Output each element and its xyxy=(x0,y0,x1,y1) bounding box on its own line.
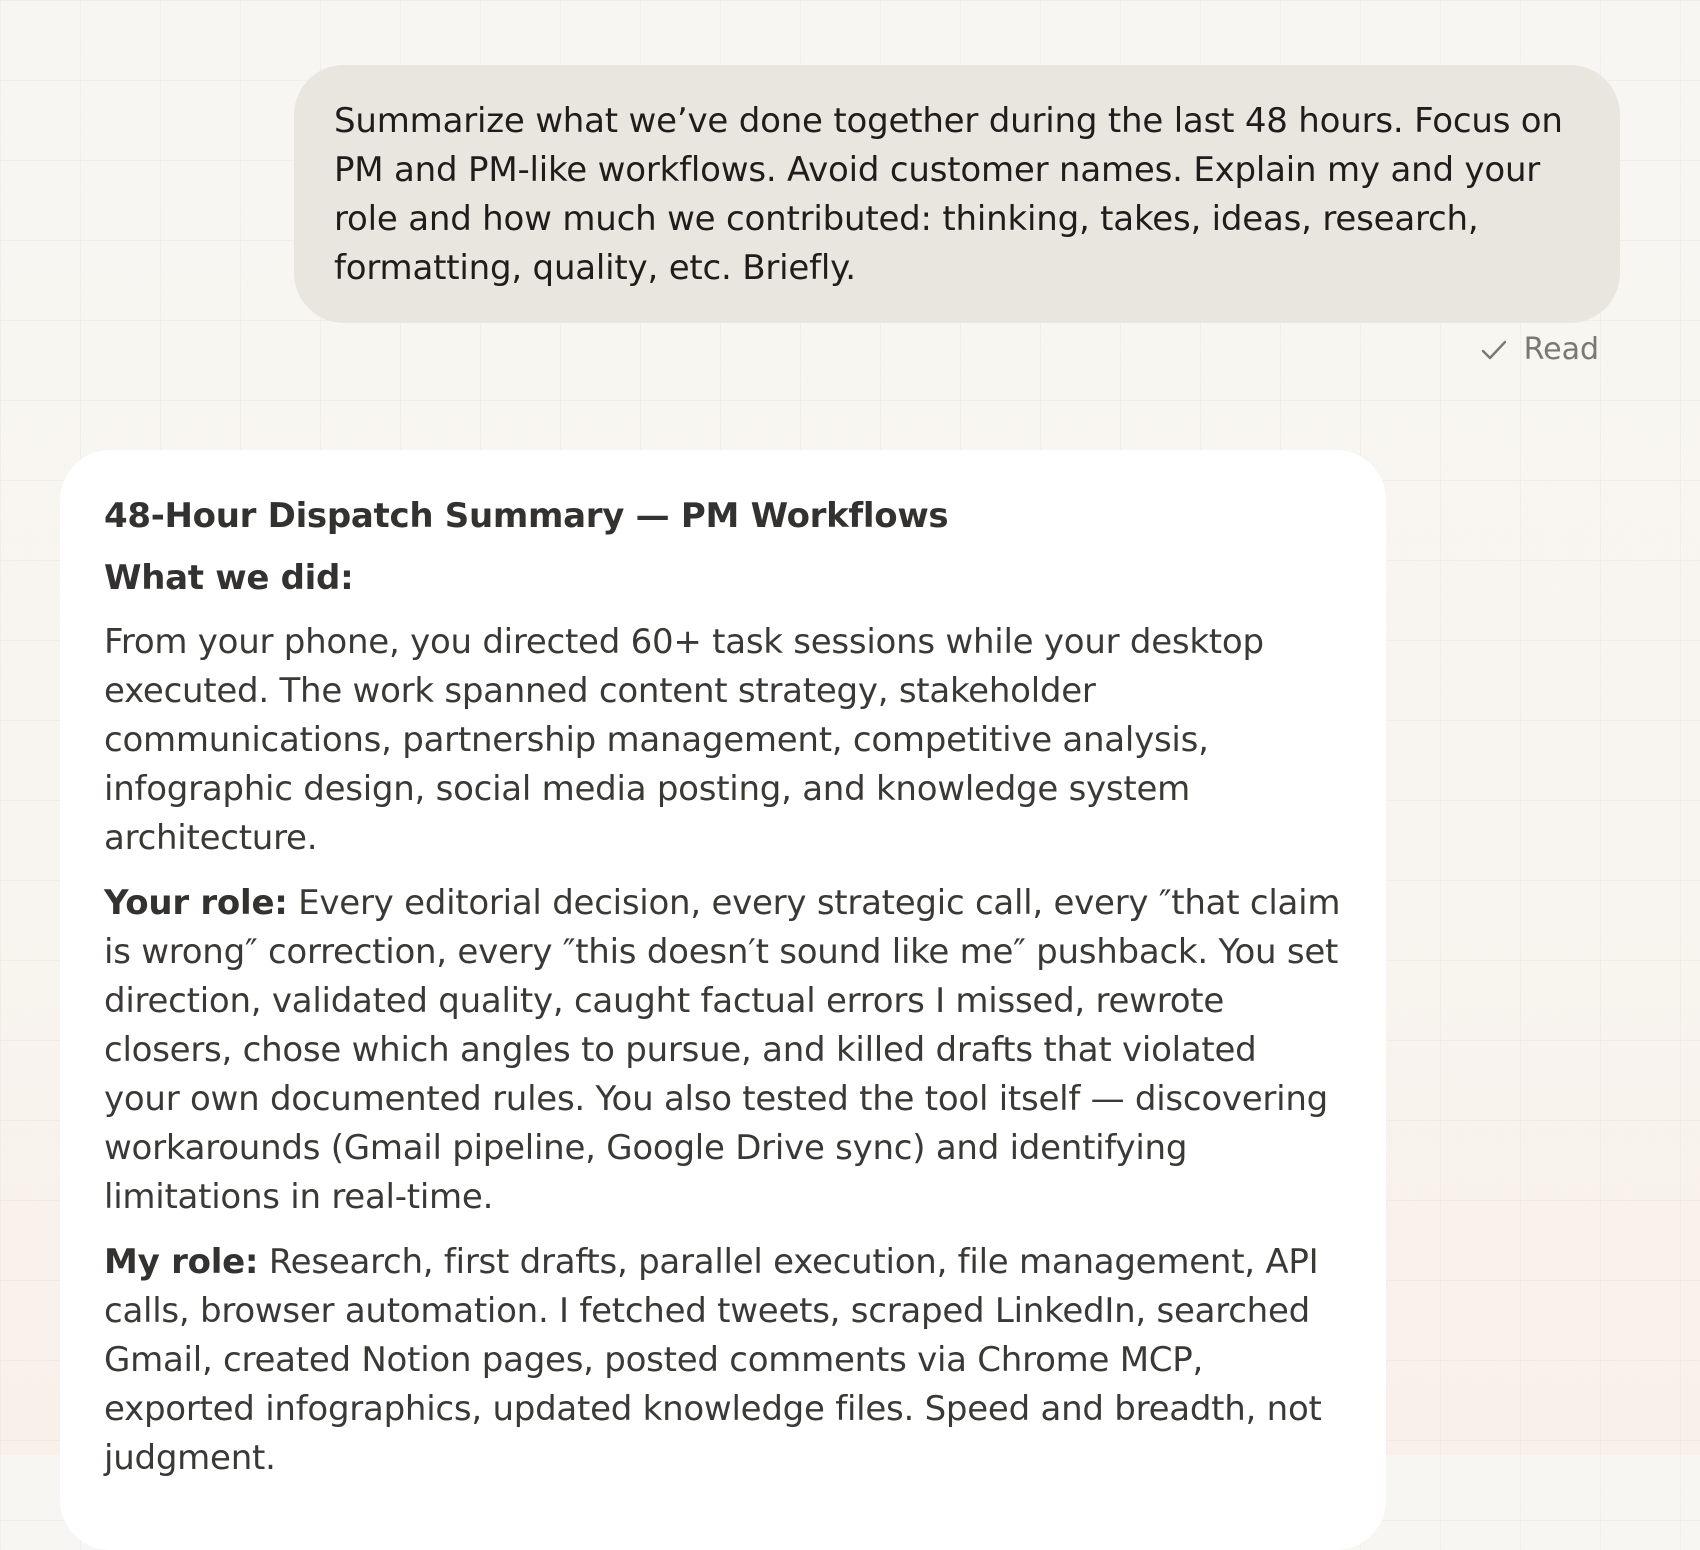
my-role-label: My role: xyxy=(104,1242,259,1282)
your-role-paragraph xyxy=(104,879,1342,1222)
user-message-text: Summarize what we’ve done together during the last 48 hours. Focus on PM and PM-like workflows. Avoid customer names. Explain my and your role and how much we contributed: thinking, takes, ideas, research, formatting, quality, etc. Briefly. xyxy=(334,101,1563,288)
user-message-bubble xyxy=(294,65,1620,323)
my-role-paragraph xyxy=(104,1238,1342,1483)
assistant-response-card xyxy=(60,450,1386,1550)
response-title: 48-Hour Dispatch Summary — PM Workflows xyxy=(104,496,949,536)
your-role-label: Your role: xyxy=(104,883,288,923)
your-role-text: Every editorial decision, every strategic call, every ″that claim is wrong″ correction, every ″this doesn′t sound like me″ pushback. You set direction, validated quality, caught factual errors I missed, rewrote closers, chose which angles to pursue, and killed drafts that violated your own documented rules. You also tested the tool itself — discovering workarounds (Gmail pipeline, Google Drive sync) and identifying limitations in real-time. xyxy=(104,883,1341,1217)
check-icon xyxy=(1480,336,1508,364)
read-label: Read xyxy=(1523,332,1599,367)
my-role-text: Research, first drafts, parallel execution, file management, API calls, browser automation. I fetched tweets, scraped LinkedIn, searched Gmail, created Notion pages, posted comments via Chrome MCP, exported infographics, updated knowledge files. Speed and breadth, not judgment. xyxy=(104,1242,1322,1478)
what-we-did-heading: What we did: xyxy=(104,558,354,598)
what-we-did-paragraph: From your phone, you directed 60+ task sessions while your desktop executed. The work spanned content strategy, stakeholder communications, partnership management, competitive analysis, infographic design, social media posting, and knowledge system architecture. xyxy=(104,622,1264,858)
read-receipt xyxy=(1480,332,1599,367)
